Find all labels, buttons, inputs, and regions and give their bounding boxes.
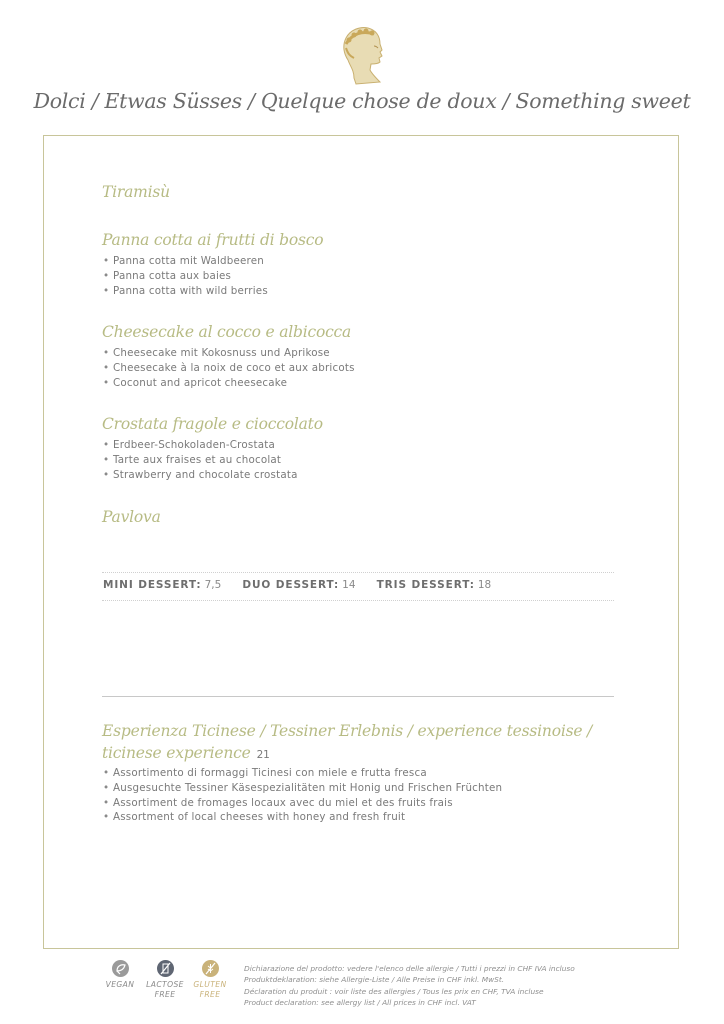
experience-title-line2: ticinese experience 21 <box>102 744 270 762</box>
list-item: • Assortimento di formaggi Ticinesi con miele e frutta fresca <box>103 767 427 779</box>
list-item: • Panna cotta with wild berries <box>103 284 268 297</box>
price-tris-dessert: TRIS DESSERT: 18 <box>376 579 492 591</box>
dish-description-list <box>103 254 268 298</box>
price-mini-dessert: MINI DESSERT: 7,5 <box>103 579 222 591</box>
list-item: • Assortiment de fromages locaux avec du miel et des fruits frais <box>103 796 453 809</box>
dotted-divider-top <box>102 572 614 573</box>
experience-price: 21 <box>256 749 270 761</box>
experience-description-list <box>103 766 502 825</box>
list-item: • Tarte aux fraises et au chocolat <box>103 453 282 466</box>
list-item: • Panna cotta aux baies <box>103 269 232 282</box>
page-title: Dolci / Etwas Süsses / Quelque chose de doux / Something sweet <box>33 89 691 113</box>
dessert-prices <box>103 579 509 591</box>
dotted-divider-bottom <box>102 600 614 601</box>
list-item: • Strawberry and chocolate crostata <box>103 468 298 481</box>
list-item: • Coconut and apricot cheesecake <box>103 376 288 389</box>
price-duo-dessert: DUO DESSERT: 14 <box>242 579 356 591</box>
dish-title-cheesecake: Cheesecake al cocco e albicocca <box>102 323 352 341</box>
dish-title-panna-cotta: Panna cotta ai frutti di bosco <box>102 231 324 249</box>
vegan-leaf-icon <box>112 960 129 977</box>
dish-title-crostata: Crostata fragole e cioccolato <box>102 415 323 433</box>
laurel-head-logo-icon <box>336 24 392 86</box>
list-item: • Ausgesuchte Tessiner Käsespezialitäten mit Honig und Frischen Früchten <box>103 781 503 794</box>
dish-description-list <box>103 438 298 482</box>
list-item: • Cheesecake mit Kokosnuss und Aprikose <box>103 347 330 359</box>
lactose-free-icon <box>157 960 174 977</box>
legend-lactose-free: LACTOSE FREE <box>135 960 195 1000</box>
product-declaration: Dichiarazione del prodotto: vedere l'elenco delle allergie / Tutti i prezzi in CHF IVA incluso Produktdeklaration: siehe Allergie-Liste / Alle Preise in CHF inkl. MwSt. Déclaration du produit : voir liste des allergies / Tous les prix en CHF, TVA incluse Product declaration: see allergy list / All prices in CHF incl. VAT <box>244 964 575 1008</box>
dish-title-pavlova: Pavlova <box>102 508 161 526</box>
list-item: • Cheesecake à la noix de coco et aux abricots <box>103 361 355 374</box>
experience-title-line1: Esperienza Ticinese / Tessiner Erlebnis / experience tessinoise / <box>102 722 593 740</box>
legend-vegan: VEGAN <box>90 960 150 990</box>
dish-title-tiramisu: Tiramisù <box>102 183 170 201</box>
list-item: • Erdbeer-Schokoladen-Crostata <box>103 439 275 451</box>
gluten-free-icon <box>202 960 219 977</box>
section-divider <box>102 696 614 697</box>
dish-description-list <box>103 346 355 390</box>
list-item: • Assortment of local cheeses with honey and fresh fruit <box>103 811 406 824</box>
legend-gluten-free: GLUTEN FREE <box>180 960 240 1000</box>
list-item: • Panna cotta mit Waldbeeren <box>103 255 265 267</box>
